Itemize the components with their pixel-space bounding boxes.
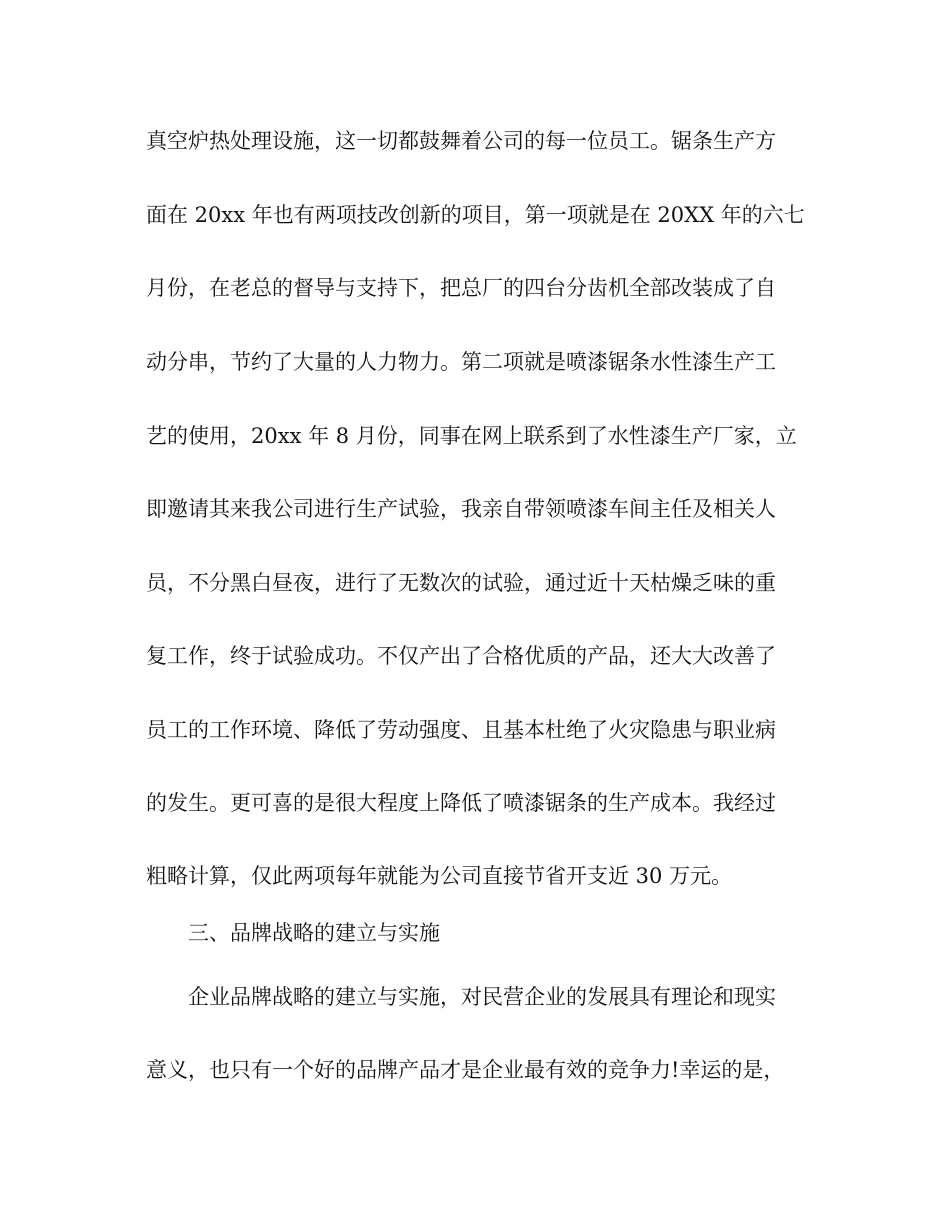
body-text-line: 艺的使用，20xx 年 8 月份，同事在网上联系到了水性漆生产厂家，立 <box>146 424 797 448</box>
body-text-line: 企业品牌战略的建立与实施，对民营企业的发展具有理论和现实 <box>188 985 776 1009</box>
body-text-line: 月份，在老总的督导与支持下，把总厂的四台分齿机全部改装成了自 <box>146 276 776 300</box>
body-text-line: 的发生。更可喜的是很大程度上降低了喷漆锯条的生产成本。我经过 <box>146 791 776 815</box>
body-text-line: 动分串，节约了大量的人力物力。第二项就是喷漆锯条水性漆生产工 <box>146 350 776 374</box>
body-text-line: 意义，也只有一个好的品牌产品才是企业最有效的竞争力!幸运的是， <box>146 1058 785 1082</box>
body-text-line: 面在 20xx 年也有两项技改创新的项目，第一项就是在 20XX 年的六七 <box>146 203 805 227</box>
body-text-line: 员，不分黑白昼夜，进行了无数次的试验，通过近十天枯燥乏味的重 <box>146 571 776 595</box>
body-text-line: 粗略计算，仅此两项每年就能为公司直接节省开支近 30 万元。 <box>146 864 733 888</box>
body-text-line: 即邀请其来我公司进行生产试验，我亲自带领喷漆车间主任及相关人 <box>146 497 776 521</box>
body-text-line: 员工的工作环境、降低了劳动强度、且基本杜绝了火灾隐患与职业病 <box>146 718 776 742</box>
section-heading: 三、品牌战略的建立与实施 <box>188 921 440 945</box>
body-text-line: 真空炉热处理设施，这一切都鼓舞着公司的每一位员工。锯条生产方 <box>146 129 776 153</box>
body-text-line: 复工作，终于试验成功。不仅产出了合格优质的产品，还大大改善了 <box>146 644 776 668</box>
